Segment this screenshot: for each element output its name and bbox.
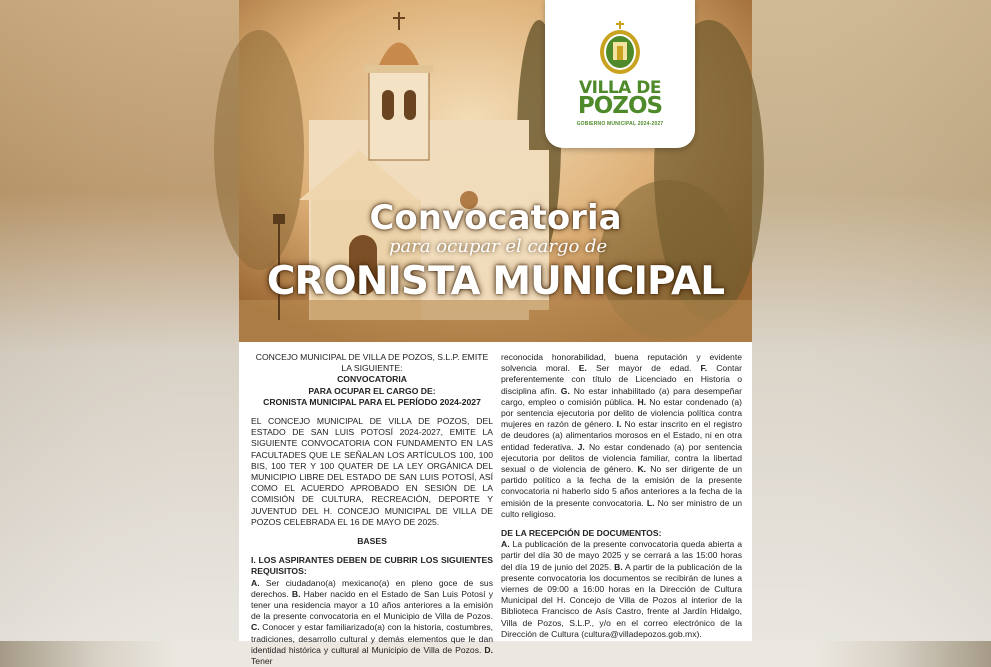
logo-tagline: GOBIERNO MUNICIPAL 2024-2027 bbox=[576, 121, 664, 127]
convocatoria-subheading: PARA OCUPAR EL CARGO DE: bbox=[308, 385, 436, 396]
logo-card bbox=[545, 0, 695, 148]
logo-line2: POZOS bbox=[577, 93, 663, 119]
left-column bbox=[251, 352, 493, 667]
documents-text: A. La publicación de la presente convocatoria queda abierta a partir del día 30 de mayo 2025 y se cerrará a las 15:00 horas del día 19 de junio del 2025. B. A partir de la publicación de la presente convocatoria los documentos se recibirán de lunes a viernes de 09:00 a 16:00 horas en la Dirección de Cultura Municipal del H. Concejo de Villa de Pozos al interior de la Biblioteca Francisco de Asís Castro, frente al Jardín Hidalgo, Villa de Pozos, S.L.P., y/o en el correo electrónico de la Dirección de Cultura (cultura@villadepozos.gob.mx). bbox=[501, 539, 743, 639]
requirements-heading: I. LOS ASPIRANTES DEBEN DE CUBRIR LOS SIGUIENTES REQUISITOS: bbox=[251, 555, 493, 577]
requirements-list: A. Ser ciudadano(a) mexicano(a) en pleno goce de sus derechos. B. Haber nacido en el Estado de San Luis Potosí y tener una residencia mayor a 10 años anteriores a la emisión de la presente convocatoria en el Municipio de Villa de Pozos. C. Conocer y estar familiarizado(a) con la historia, costumbres, tradiciones, desarrollo cultural y demás elementos que le dan identidad histórica y cultural al Municipio de Villa de Pozos. D. Tener bbox=[251, 577, 494, 667]
logo-line1: VILLA DE bbox=[579, 78, 661, 98]
poster bbox=[239, 0, 752, 667]
bases-heading: BASES bbox=[357, 536, 387, 547]
convocatoria-body: EL CONCEJO MUNICIPAL DE VILLA DE POZOS, DEL ESTADO DE SAN LUIS POTOSÍ 2024-2027, EMITE LA SIGUIENTE CONVOCATORIA CON FUNDAMENTO EN LAS FACULTADES QUE LE SEÑALAN LOS ARTÍCULOS 100, 100 BIS, 100 TER Y 100 QUATER DE LA LEY ORGÁNICA DEL MUNICIPIO LIBRE DEL ESTADO DE SAN LUIS POTOSÍ, ASÍ COMO EL ACUERDO APROBADO EN SESIÓN DE LA COMISIÓN DE CULTURA, RECREACIÓN, DEPORTE Y JUVENTUD DEL H. CONCEJO MUNICIPAL DE VILLA DE POZOS CELEBRADA EL 16 DE MAYO DE 2025. bbox=[251, 416, 493, 527]
municipal-seal-icon bbox=[597, 20, 643, 76]
documents-heading: DE LA RECEPCIÓN DE DOCUMENTOS: bbox=[501, 528, 662, 539]
right-column bbox=[501, 352, 742, 640]
hero-headline: CRONISTA MUNICIPAL bbox=[266, 259, 725, 304]
hero-subtitle: para ocupar el cargo de bbox=[389, 236, 608, 257]
requirements-continued: reconocida honorabilidad, buena reputación y evidente solvencia moral. E. Ser mayor de edad. F. Contar preferentemente con título de Licenciado en Historia o disciplina afín. G. No estar inhabilitado (a) para desempeñar cargo, empleo o comisión pública. H. No estar condenado (a) por sentencia ejecutoria por delito de violencia política contra mujeres en razón de género. I. No estar inscrito en el registro de deudores (a) alimentarios morosos en el Estado, ni en otra entidad federativa. J. No estar condenado (a) por sentencia ejecutoria por delitos de violencia familiar, contra la libertad sexual o de violencia de género. K. No ser dirigente de un partido político a la fecha de la emisión de la presente convocatoria ni haberlo sido 5 años anteriores a la fecha de la emisión de la presente convocatoria. L. No ser ministro de un culto religioso. bbox=[501, 352, 743, 519]
convocatoria-heading: CONVOCATORIA bbox=[337, 374, 407, 385]
hero-title: Convocatoria bbox=[369, 198, 622, 238]
blurred-background-right bbox=[751, 0, 991, 641]
blurred-background-left bbox=[0, 0, 240, 641]
convocatoria-position: CRONISTA MUNICIPAL PARA EL PERÍODO 2024-2027 bbox=[263, 396, 481, 407]
intro-text: CONCEJO MUNICIPAL DE VILLA DE POZOS, S.L.P. EMITE LA SIGUIENTE: bbox=[255, 352, 489, 374]
